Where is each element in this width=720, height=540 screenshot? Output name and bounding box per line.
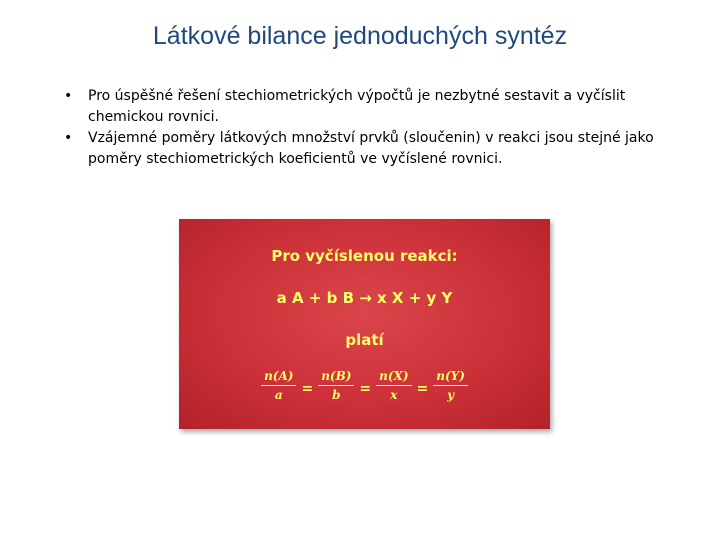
bullet-list — [60, 86, 670, 170]
bullet-text: Vzájemné poměry látkových množství prvků (sloučenin) v reakci jsou stejné jako poměry stechiometrických koeficientů ve vyčíslené rovnici. — [88, 130, 654, 167]
reaction-equation: a A + b B → x X + y Y — [276, 289, 453, 307]
fraction-denominator: y — [447, 388, 455, 402]
ratio-equation — [179, 369, 550, 402]
fraction-x — [376, 369, 411, 402]
fraction-denominator: x — [390, 388, 398, 402]
fraction-denominator: a — [274, 388, 283, 402]
fraction-numerator: n(Y) — [433, 369, 468, 386]
reaction-box — [179, 219, 550, 429]
fraction-numerator: n(X) — [376, 369, 411, 386]
bullet-marker: • — [64, 130, 73, 146]
slide-title: Látkové bilance jednoduchých syntéz — [152, 22, 568, 50]
bullet-item — [60, 128, 670, 170]
bullet-text: Pro úspěšné řešení stechiometrických výpočtů je nezbytné sestavit a vyčíslit chemickou rovnici. — [88, 88, 626, 125]
fraction-a — [261, 369, 296, 402]
fraction-b — [318, 369, 354, 402]
fraction-y — [433, 369, 468, 402]
applies-label: platí — [345, 331, 384, 349]
box-heading: Pro vyčíslenou reakci: — [271, 247, 458, 265]
equals-sign: = — [301, 380, 314, 397]
fraction-numerator: n(B) — [318, 369, 354, 386]
equals-sign: = — [359, 380, 372, 397]
fraction-numerator: n(A) — [261, 369, 296, 386]
fraction-denominator: b — [332, 388, 341, 402]
bullet-item — [60, 86, 670, 128]
equals-sign: = — [416, 380, 429, 397]
bullet-marker: • — [64, 88, 73, 104]
